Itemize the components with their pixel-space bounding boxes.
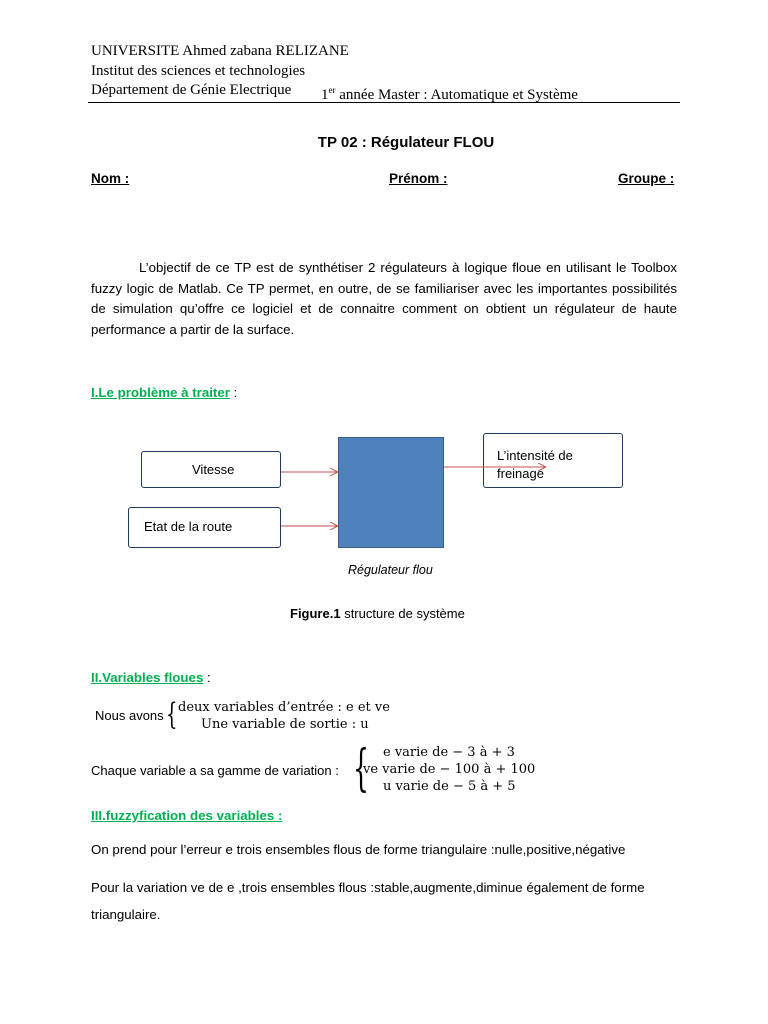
section-1-title: I.Le problème à traiter — [91, 385, 230, 400]
nous-avons-label: Nous avons — [95, 708, 164, 723]
figure-caption — [290, 606, 465, 621]
prenom-label: Prénom : — [389, 171, 448, 186]
gamme-label: Chaque variable a sa gamme de variation : — [91, 763, 339, 778]
input-label-route: Etat de la route — [144, 519, 233, 534]
output-label: L’intensité de freinage — [497, 448, 573, 481]
university-name: UNIVERSITE Ahmed zabana RELIZANE — [91, 43, 349, 59]
nom-label: Nom : — [91, 171, 130, 186]
program-year-rest: année Master : Automatique et Système — [335, 87, 578, 103]
department-name: Département de Génie Electrique — [91, 82, 292, 98]
program-year-number: 1 — [321, 87, 329, 103]
section-3-title: III.fuzzyfication des variables : — [91, 808, 283, 823]
intro-paragraph: L’objectif de ce TP est de synthétiser 2 régulateurs à logique floue en utilisant le Toolbox fuzzy logic de Matlab. Ce TP permet, en outre, de se familiariser avec les importantes possibilités de simulation qu’offre ce logiciel et de connaitre comment on obtient un régulateur de haute performance a partir de la surface. — [91, 260, 677, 337]
program-year-sup: er — [328, 85, 336, 95]
nous-avons-line-2: Une variable de sortie : u — [201, 717, 369, 732]
section-2-suffix: : — [203, 670, 211, 685]
paragraph-erreur: On prend pour l’erreur e trois ensembles flous de forme triangulaire :nulle,positive,négative — [91, 842, 626, 857]
groupe-label: Groupe : — [618, 171, 675, 186]
page-title: TP 02 : Régulateur FLOU — [317, 134, 495, 151]
section-1-suffix: : — [229, 385, 238, 400]
section-2-heading — [91, 670, 211, 685]
institute-name: Institut des sciences et technologies — [91, 63, 306, 79]
figure-caption-text: structure de système — [340, 606, 465, 621]
nous-avons-line-1: deux variables d’entrée : e et ve — [178, 700, 390, 715]
brace-gamme: { — [353, 739, 369, 797]
paragraph-variation-line-2: triangulaire. — [91, 907, 161, 922]
figure-caption-bold: Figure.1 — [290, 606, 341, 621]
gamme-line-3: u varie de − 5 à + 5 — [383, 779, 516, 794]
section-3-heading — [91, 808, 282, 823]
gamme-line-2: ve varie de − 100 à + 100 — [363, 762, 536, 777]
section-2-title: II.Variables floues — [91, 670, 204, 685]
brace-nous-avons: { — [166, 697, 178, 732]
gamme-line-1: e varie de − 3 à + 3 — [383, 745, 515, 760]
input-label-vitesse: Vitesse — [192, 462, 235, 477]
paragraph-variation-line-1: Pour la variation ve de e ,trois ensembles flous :stable,augmente,diminue également de forme — [91, 880, 645, 895]
block-label: Régulateur flou — [348, 563, 433, 577]
